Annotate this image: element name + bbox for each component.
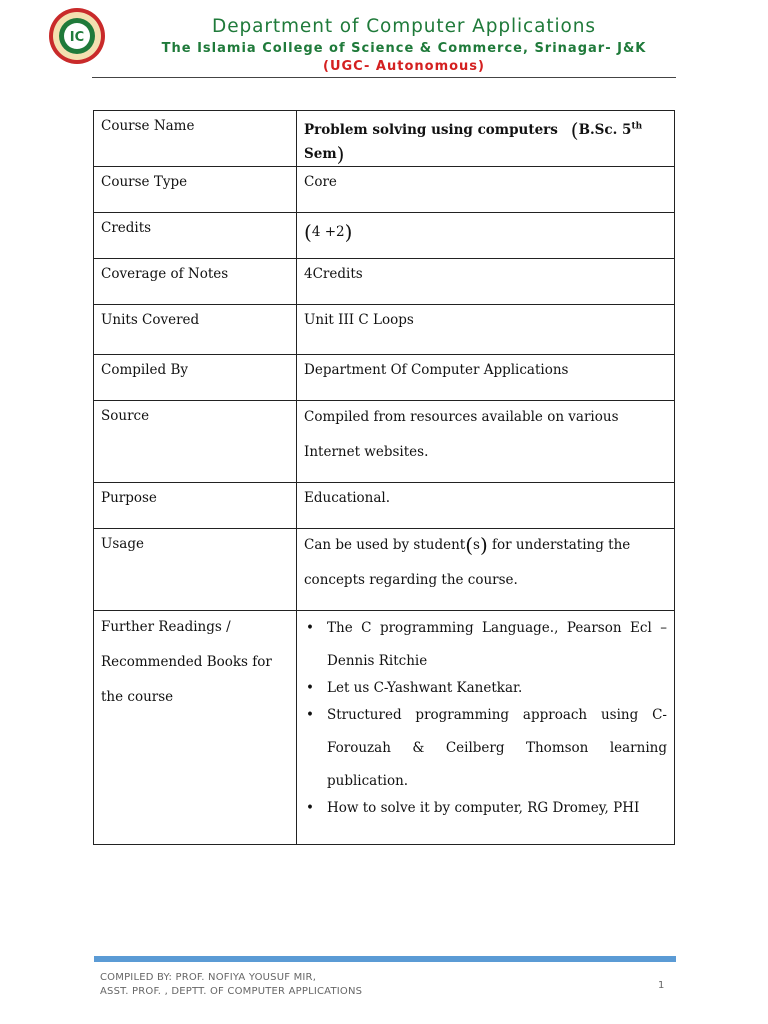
coverage-label: Coverage of Notes (94, 259, 297, 305)
usage-plural-s: s (473, 537, 480, 553)
list-item: • Let us C-Yashwant Kanetkar. (304, 672, 667, 705)
table-row (94, 305, 675, 355)
page-number: 1 (658, 980, 665, 991)
table-row (94, 111, 675, 167)
source-text: Compiled from resources available on various Internet websites. (304, 409, 619, 460)
readings-value (297, 611, 675, 845)
college-name: The Islamia College of Science & Commerce, Srinagar- J&K (161, 41, 647, 56)
usage-value (297, 529, 675, 611)
readings-list (304, 612, 667, 825)
course-semester: B.Sc. 5 (578, 122, 632, 138)
paren-open: ( (304, 220, 312, 244)
list-item: • How to solve it by computer, RG Dromey, PHI (304, 792, 667, 825)
header-divider (92, 77, 676, 78)
footer-designation: ASST. PROF. , DEPTT. OF COMPUTER APPLICATIONS (100, 986, 363, 997)
table-row (94, 611, 675, 845)
usage-text-post: for understating the concepts regarding the course. (304, 537, 631, 588)
course-name-value (297, 111, 675, 167)
table-row (94, 167, 675, 213)
paren-open: ( (570, 118, 579, 142)
course-semester-tail: Sem (304, 146, 337, 162)
credits-label: Credits (94, 213, 297, 259)
course-name-label: Course Name (94, 111, 297, 167)
source-label: Source (94, 401, 297, 483)
table-row (94, 401, 675, 483)
credits-text: 4 +2 (311, 224, 345, 240)
course-type-label: Course Type (94, 167, 297, 213)
list-item: • Structured programming approach using C- Forouzah & Ceilberg Thomson learning publication. (304, 699, 667, 798)
purpose-value: Educational. (297, 483, 675, 529)
svg-text:IC: IC (69, 30, 85, 45)
compiled-by-label: Compiled By (94, 355, 297, 401)
paren-close: ) (336, 142, 345, 166)
usage-label: Usage (94, 529, 297, 611)
paren-open: ( (465, 533, 474, 557)
table-row (94, 259, 675, 305)
readings-label-text: Further Readings / Recommended Books for the course (101, 619, 272, 705)
paren-close: ) (479, 533, 488, 557)
semester-ordinal: th (631, 121, 643, 132)
course-type-value: Core (297, 167, 675, 213)
coverage-value: 4Credits (297, 259, 675, 305)
course-name-text: Problem solving using computers (304, 122, 558, 138)
usage-text-pre: Can be used by student (304, 537, 466, 553)
units-value: Unit III C Loops (297, 305, 675, 355)
usage-text (304, 528, 667, 598)
units-label: Units Covered (94, 305, 297, 355)
table-row (94, 483, 675, 529)
paren-close: ) (344, 220, 353, 244)
compiled-by-value: Department Of Computer Applications (297, 355, 675, 401)
table-row (94, 355, 675, 401)
footer-compiled-by: COMPILED BY: PROF. NOFIYA YOUSUF MIR, (100, 972, 317, 983)
source-value (297, 401, 675, 483)
course-info-table (93, 110, 675, 845)
readings-label (94, 611, 297, 845)
table-row (94, 529, 675, 611)
department-title: Department of Computer Applications (212, 16, 596, 37)
purpose-label: Purpose (94, 483, 297, 529)
footer-bar (94, 956, 676, 962)
table-row (94, 213, 675, 259)
credits-value (297, 213, 675, 259)
ugc-status: (UGC- Autonomous) (323, 59, 485, 74)
list-item: • The C programming Language., Pearson Ecl – Dennis Ritchie (304, 612, 667, 678)
